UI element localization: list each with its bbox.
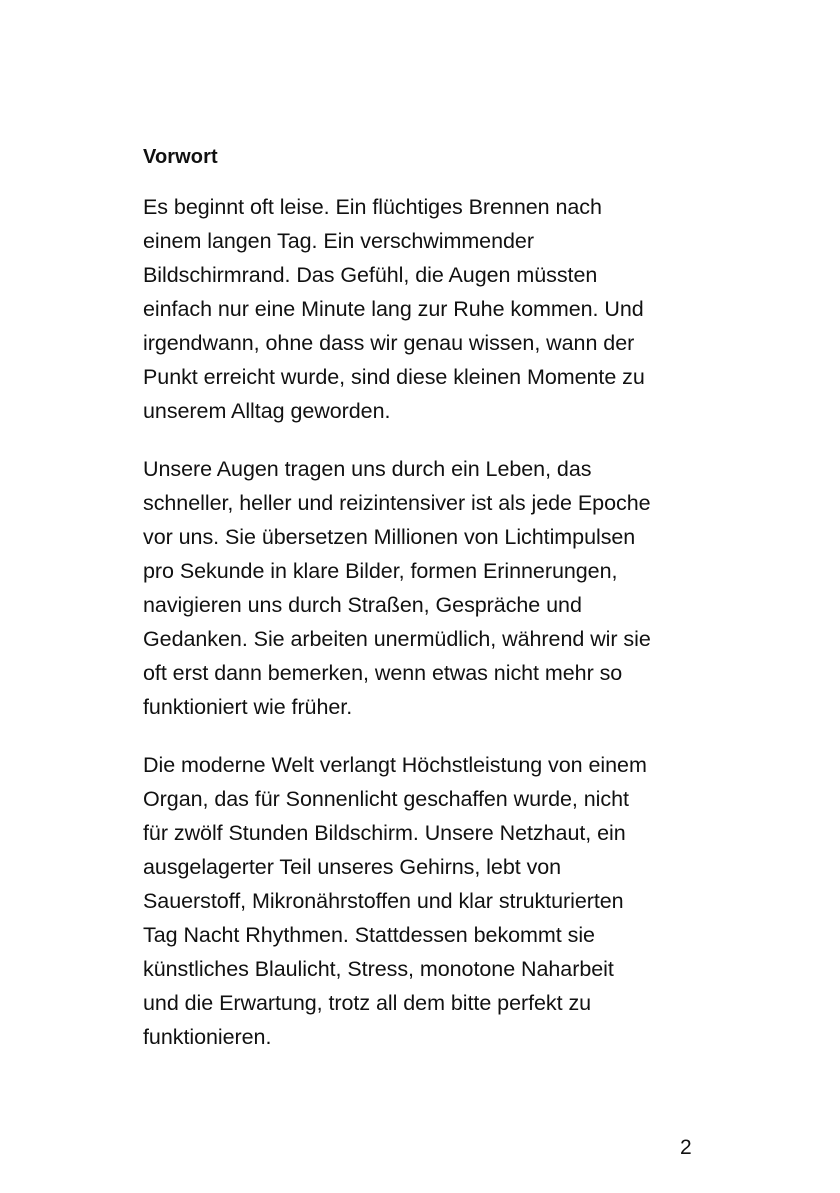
text-line: Gedanken. Sie arbeiten unermüdlich, während wir sie (143, 627, 651, 651)
page-number: 2 (680, 1136, 692, 1159)
text-line: künstliches Blaulicht, Stress, monotone Naharbeit (143, 957, 614, 981)
text-line: oft erst dann bemerken, wenn etwas nicht mehr so (143, 661, 623, 685)
text-line: schneller, heller und reizintensiver ist als jede Epoche (143, 491, 651, 515)
text-line: und die Erwartung, trotz all dem bitte perfekt zu (143, 991, 592, 1015)
text-line: pro Sekunde in klare Bilder, formen Erinnerungen, (143, 559, 618, 583)
text-line: navigieren uns durch Straßen, Gespräche und (143, 593, 582, 617)
text-line: funktioniert wie früher. (143, 695, 353, 719)
paragraph-3 (143, 748, 713, 1054)
chapter-heading: Vorwort (143, 146, 218, 168)
text-line: Es beginnt oft leise. Ein flüchtiges Brennen nach (143, 195, 602, 219)
paragraph-1 (143, 190, 713, 428)
text-line: Organ, das für Sonnenlicht geschaffen wurde, nicht (143, 787, 629, 811)
text-line: Bildschirmrand. Das Gefühl, die Augen müssten (143, 263, 598, 287)
text-line: einem langen Tag. Ein verschwimmender (143, 229, 534, 253)
text-line: Die moderne Welt verlangt Höchstleistung von einem (143, 753, 647, 777)
text-line: irgendwann, ohne dass wir genau wissen, wann der (143, 331, 635, 355)
text-line: ausgelagerter Teil unseres Gehirns, lebt von (143, 855, 562, 879)
text-line: funktionieren. (143, 1025, 272, 1049)
text-line: Punkt erreicht wurde, sind diese kleinen Momente zu (143, 365, 645, 389)
text-line: unserem Alltag geworden. (143, 399, 391, 423)
text-line: Sauerstoff, Mikronährstoffen und klar strukturierten (143, 889, 624, 913)
page-content (143, 142, 713, 1054)
text-line: einfach nur eine Minute lang zur Ruhe kommen. Und (143, 297, 644, 321)
text-line: vor uns. Sie übersetzen Millionen von Lichtimpulsen (143, 525, 636, 549)
paragraph-2 (143, 452, 713, 724)
text-line: für zwölf Stunden Bildschirm. Unsere Netzhaut, ein (143, 821, 626, 845)
text-line: Unsere Augen tragen uns durch ein Leben, das (143, 457, 592, 481)
text-line: Tag Nacht Rhythmen. Stattdessen bekommt sie (143, 923, 595, 947)
